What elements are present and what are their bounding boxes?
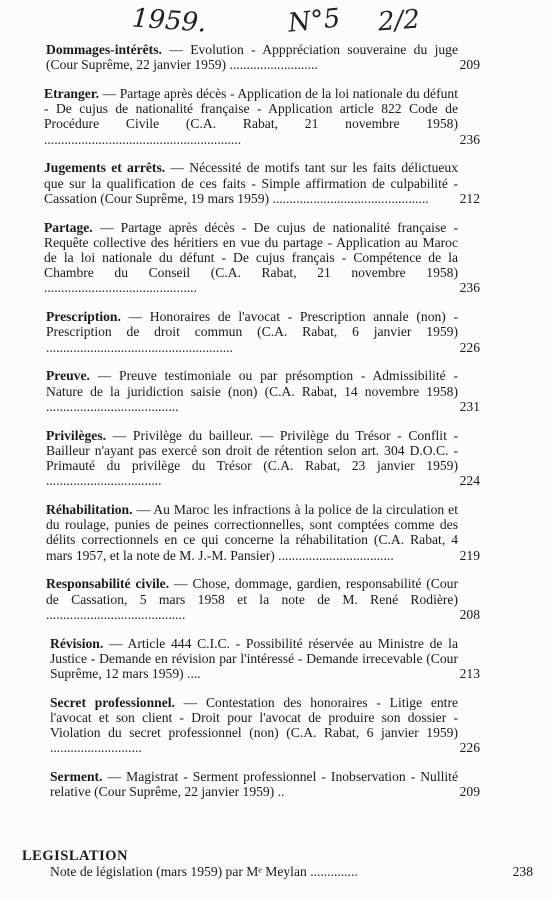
entry-page: 208 — [459, 606, 480, 622]
index-entry — [46, 368, 500, 414]
entry-page: 226 — [459, 339, 480, 355]
entry-text: — Preuve testimoniale ou par présomption - Admissibilité - Nature de la juridiction saisie (non) (C.A. Rabat, 14 novembre 1958) ....................................... — [46, 368, 458, 414]
index-entry — [46, 42, 500, 72]
entry-text: — Privilège du bailleur. — Privilège du Trésor - Conflit - Bailleur n'ayant pas exercé son droit de rétention selon art. 304 D.O.C. - Primauté du privilège du Trésor (C.A. Rabat, 23 janvier 1959) .................................. — [46, 427, 458, 489]
index-entry — [46, 428, 500, 489]
entry-text: — Nécessité de motifs tant sur les faits délictueux que sur la qualification de ces faits - Simple affirmation de culpabilité - Cassation (Cour Suprême, 19 mars 1959) .............................................. — [44, 160, 458, 206]
entry-page: 213 — [459, 666, 480, 682]
entry-text: — Magistrat - Serment professionnel - Inobservation - Nullité relative (Cour Suprême, 22 janvier 1959) .. — [50, 769, 458, 800]
entry-term: Responsabilité civile. — [46, 576, 170, 592]
legislation-line: Note de législation (mars 1959) par Mᵉ Meylan .............. — [50, 864, 358, 879]
entry-term: Etranger. — [44, 86, 99, 101]
handwritten-year: 1959. — [131, 3, 208, 39]
entry-term: Privilèges. — [46, 427, 107, 443]
index-entry — [44, 160, 500, 206]
entry-term: Dommages-intérêts. — [46, 42, 162, 57]
entry-text: — Partage après décès - Application de la loi nationale du défunt - De cujus de nationalité française - Application article 822 Code de Procédure Civile (C.A. Rabat, 21 novembre 1958) .......................................................... — [44, 86, 458, 147]
index-entry — [46, 502, 500, 563]
entry-text: — Chose, dommage, gardien, responsabilité (Cour de Cassation, 5 mars 1958 et la note de M. René Rodière) ......................................... — [46, 576, 458, 622]
handwritten-number: N°5 — [286, 3, 342, 39]
entry-term: Jugements et arrêts. — [44, 160, 166, 176]
index-entry — [46, 309, 500, 355]
entry-page: 209 — [459, 57, 480, 73]
entry-text: — Contestation des honoraires - Litige entre l'avocat et son client - Droit pour l'avocat de produire son dossier - Violation du secret professionnel (non) (C.A. Rabat, 6 janvier 1959) ........................... — [50, 694, 459, 756]
entry-text: — Au Maroc les infractions à la police de la circulation et du roulage, punies de peines correctionnelles, sont comptées comme des délits correctionnels en ce qui concerne la réhabilitation (C.A. Rabat, 4 mars 1957, et la note de M. J.-M. Pansier) .................................. — [46, 502, 458, 563]
handwritten-fraction: 2/2 — [377, 4, 421, 38]
index-entry — [44, 220, 500, 296]
entry-term: Partage. — [44, 219, 93, 235]
index-entry — [46, 576, 500, 622]
entry-text: — Honoraires de l'avocat - Prescription annale (non) - Prescription de droit commun (C.A. Rabat, 6 janvier 1959) ....................................................... — [46, 309, 458, 355]
index-entry — [50, 769, 500, 799]
entry-page: 224 — [459, 473, 480, 489]
index-entry — [44, 86, 500, 147]
legislation-heading: LEGISLATION — [22, 848, 128, 864]
entry-page: 219 — [459, 547, 480, 563]
index-entries — [0, 42, 553, 813]
entry-term: Réhabilitation. — [46, 502, 133, 518]
entry-page: 236 — [459, 280, 480, 296]
entry-page: 226 — [459, 740, 480, 756]
entry-page: 212 — [459, 190, 480, 206]
entry-term: Prescription. — [46, 309, 121, 325]
legislation-page: 238 — [512, 864, 533, 879]
entry-page: 236 — [459, 131, 480, 147]
entry-text: — Evolution - Apppréciation souveraine du juge (Cour Suprême, 22 janvier 1959) .......................... — [46, 42, 458, 73]
entry-term: Révision. — [50, 635, 104, 651]
entry-term: Secret professionnel. — [50, 694, 175, 710]
entry-page: 231 — [459, 398, 480, 414]
entry-term: Serment. — [50, 769, 103, 785]
index-entry — [50, 695, 500, 756]
index-entry — [50, 636, 500, 682]
entry-page: 209 — [459, 784, 480, 800]
handwritten-annotation — [0, 4, 553, 44]
entry-text: — Article 444 C.I.C. - Possibilité réservée au Ministre de la Justice - Demande en révision par l'intéressé - Demande irrecevable (Cour Suprême, 12 mars 1959) .... — [50, 635, 458, 682]
entry-term: Preuve. — [46, 368, 90, 384]
entry-text: — Partage après décès - De cujus de nationalité française - Requête collective des héritiers en vue du partage - Application au Maroc de la loi nationale du défunt - De cujus français - Compétence de la Chambre du Conseil (C.A. Rabat, 21 novembre 1958) ............................................. — [44, 219, 458, 296]
